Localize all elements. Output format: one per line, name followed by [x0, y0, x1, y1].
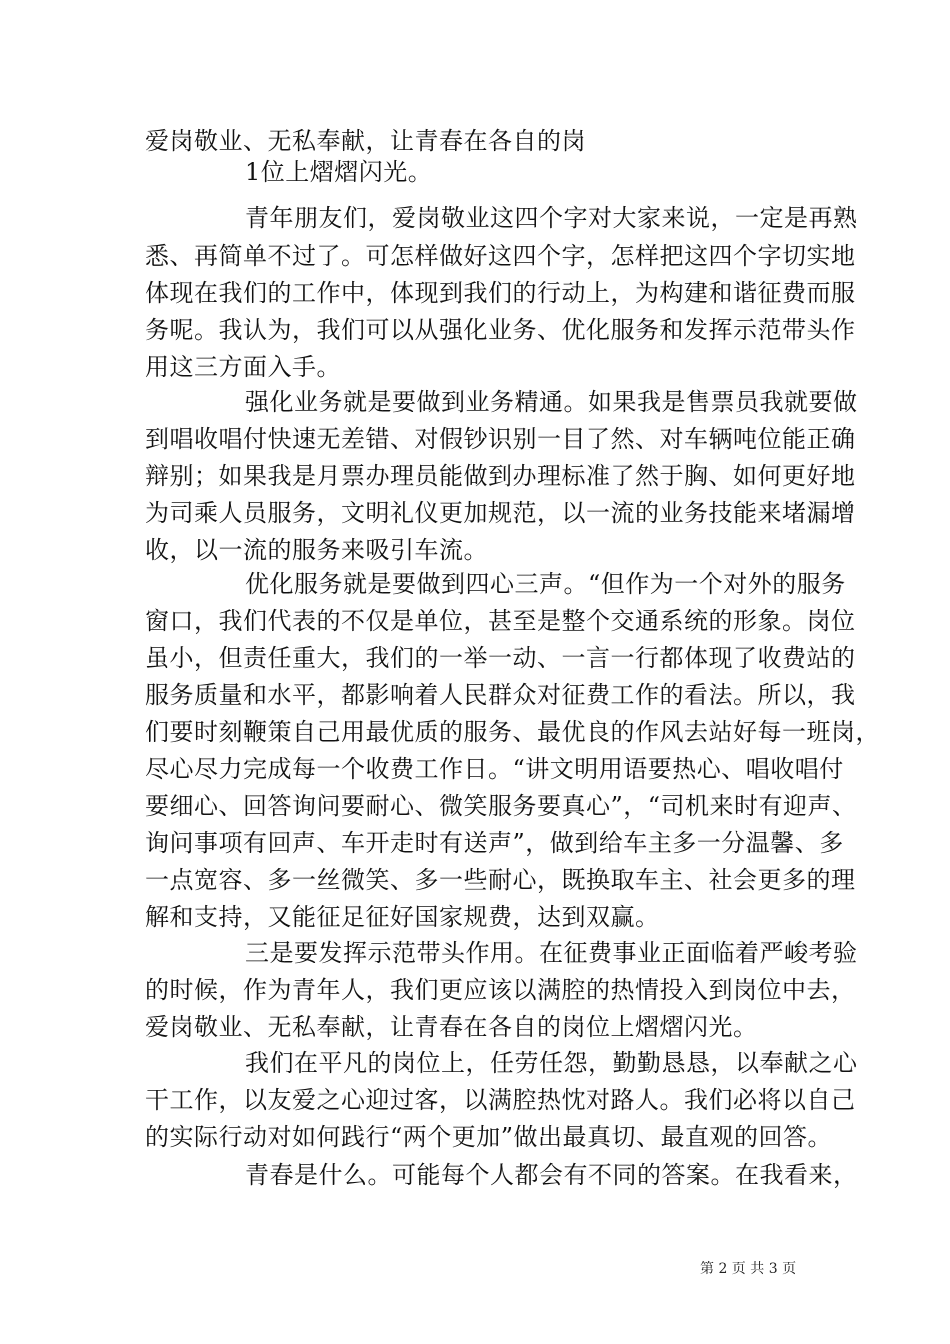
paragraph-line: 青年朋友们，爱岗敬业这四个字对大家来说，一定是再熟 — [245, 204, 858, 232]
paragraph-line: 务呢。我认为，我们可以从强化业务、优化服务和发挥示范带头作 — [145, 316, 856, 344]
paragraph-line: 我们在平凡的岗位上，任劳任怨，勤勤恳恳，以奉献之心 — [245, 1049, 858, 1077]
paragraph-line: 用这三方面入手。 — [145, 353, 341, 381]
paragraph-line: 干工作，以友爱之心迎过客，以满腔热忱对路人。我们必将以自己 — [145, 1086, 856, 1114]
paragraph-line: 要细心、回答询问要耐心、微笑服务要真心”，“司机来时有迎声、 — [145, 792, 857, 820]
text-line: 1位上熠熠闪光。 — [245, 158, 433, 186]
paragraph-line: 辩别；如果我是月票办理员能做到办理标准了然于胸、如何更好地 — [145, 462, 856, 490]
paragraph-line: 一点宽容、多一丝微笑、多一些耐心，既换取车主、社会更多的理 — [145, 866, 856, 894]
paragraph-line: 服务质量和水平，都影响着人民群众对征费工作的看法。所以，我 — [145, 681, 856, 709]
paragraph-line: 强化业务就是要做到业务精通。如果我是售票员我就要做 — [245, 388, 858, 416]
paragraph-line: 悉、再简单不过了。可怎样做好这四个字，怎样把这四个字切实地 — [145, 242, 856, 270]
paragraph-line: 的实际行动对如何践行“两个更加”做出最真切、最直观的回答。 — [145, 1123, 833, 1151]
paragraph-line: 收，以一流的服务来吸引车流。 — [145, 536, 488, 564]
paragraph-line: 们要时刻鞭策自己用最优质的服务、最优良的作风去站好每一班岗， — [145, 718, 880, 746]
paragraph-line: 询问事项有回声、车开走时有送声”，做到给车主多一分温馨、多 — [145, 829, 844, 857]
paragraph-line: 到唱收唱付快速无差错、对假钞识别一目了然、对车辆吨位能正确 — [145, 425, 856, 453]
paragraph-line: 尽心尽力完成每一个收费工作日。“讲文明用语要热心、唱收唱付 — [145, 755, 844, 783]
paragraph-line: 体现在我们的工作中，体现到我们的行动上，为构建和谐征费而服 — [145, 279, 856, 307]
text-line: 爱岗敬业、无私奉献，让青春在各自的岗 — [145, 127, 586, 155]
paragraph-line: 为司乘人员服务，文明礼仪更加规范，以一流的业务技能来堵漏增 — [145, 499, 856, 527]
page-number: 第 2 页 共 3 页 — [700, 1261, 797, 1277]
paragraph-line: 虽小，但责任重大，我们的一举一动、一言一行都体现了收费站的 — [145, 644, 856, 672]
paragraph-line: 的时候，作为青年人，我们更应该以满腔的热情投入到岗位中去， — [145, 976, 856, 1004]
paragraph-line: 解和支持，又能征足征好国家规费，达到双赢。 — [145, 903, 660, 931]
paragraph-line: 三是要发挥示范带头作用。在征费事业正面临着严峻考验 — [245, 939, 858, 967]
paragraph-line: 优化服务就是要做到四心三声。“但作为一个对外的服务 — [245, 570, 846, 598]
paragraph-line: 窗口，我们代表的不仅是单位，甚至是整个交通系统的形象。岗位 — [145, 607, 856, 635]
paragraph-line: 爱岗敬业、无私奉献，让青春在各自的岗位上熠熠闪光。 — [145, 1013, 758, 1041]
paragraph-line: 青春是什么。可能每个人都会有不同的答案。在我看来， — [245, 1161, 858, 1189]
